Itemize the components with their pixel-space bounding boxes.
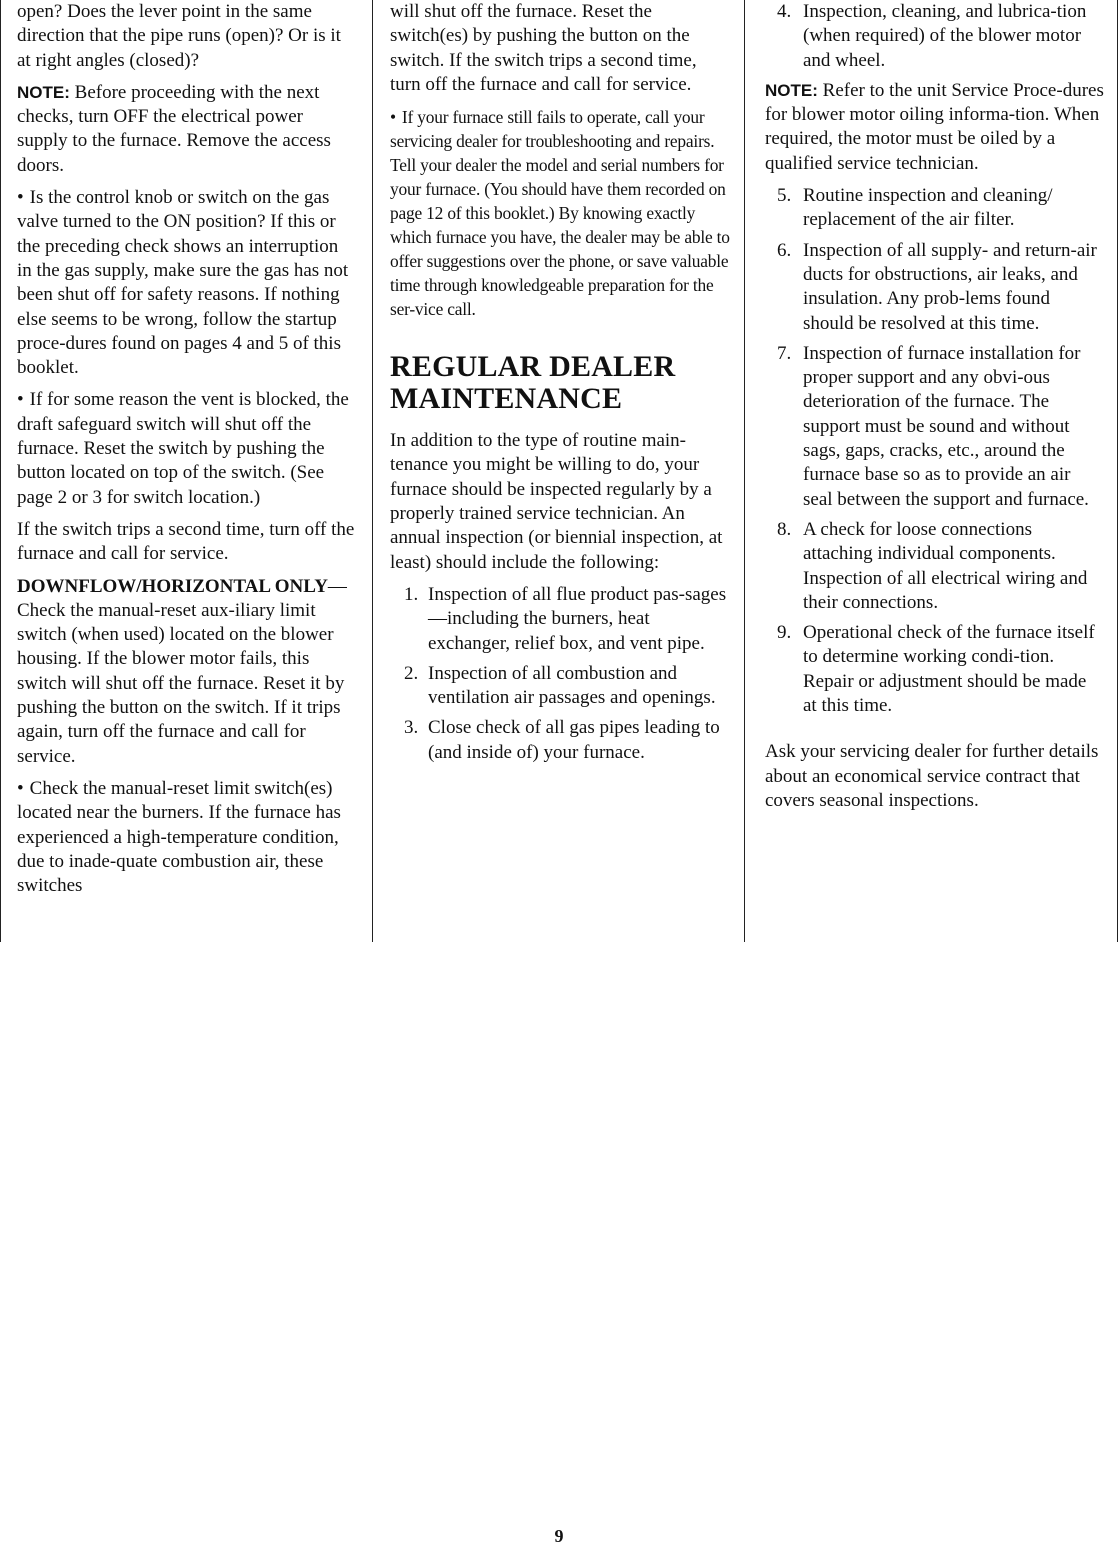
note-label: NOTE: (17, 82, 70, 102)
note-text: Refer to the unit Service Proce-dures for blower motor oiling informa-tion. When required, the motor must be oiled by a qualified service technician. (765, 79, 1104, 174)
bullet-text: Is the control knob or switch on the gas valve turned to the ON position? If this or the preceding check shows an interruption in the gas supply, make sure the gas has not been shut off for safety reasons. If nothing else seems to be wrong, follow the startup proce-dures found on pages 4 and 5 of this booklet. (17, 187, 349, 379)
bullet-limit-switch (17, 777, 356, 898)
paragraph-closing: Ask your servicing dealer for further details about an economical service contract that covers seasonal inspections. (765, 741, 1099, 811)
bullet-vent-blocked (17, 388, 356, 509)
bullet-icon: • (17, 187, 24, 209)
list-item-text: Inspection, cleaning, and lubrica-tion (when required) of the blower motor and wheel. (803, 1, 1087, 71)
list-item-number: 5. (777, 185, 792, 207)
list-item-text: Inspection of all supply- and return-air ducts for obstructions, air leaks, and insulation. Any prob-lems found should be resolved at this time. (803, 239, 1097, 334)
list-item-text: Operational check of the furnace itself to determine working condi-tion. Repair or adjustment should be made at this time. (803, 622, 1095, 717)
list-item-number: 1. (404, 583, 419, 605)
downflow-label: DOWNFLOW/HORIZONTAL ONLY (17, 575, 328, 597)
inspection-list (390, 583, 730, 765)
list-item-number: 8. (777, 518, 792, 540)
paragraph-maintenance-intro: In addition to the type of routine main-tenance you might be willing to do, your furnace should be inspected regularly by a properly trained service technician. An annual inspection (or biennial inspection, at least) should include the following: (390, 430, 723, 573)
inspection-list-continued (765, 184, 1104, 718)
paragraph-switch-trips: If the switch trips a second time, turn off the furnace and call for service. (17, 518, 355, 565)
list-item-number: 7. (777, 342, 792, 364)
note-label: NOTE: (765, 80, 818, 100)
list-item (765, 518, 1104, 615)
bullet-text: If for some reason the vent is blocked, the draft safeguard switch will shut off the furnace. Reset the switch by pushing the button located on top of the switch. (See page 2 or 3 for switch location.) (17, 389, 349, 508)
bullet-call-dealer (390, 105, 730, 321)
list-item-number: 2. (404, 662, 419, 684)
list-item-text: Inspection of all combustion and ventilation air passages and openings. (428, 662, 716, 709)
list-item (765, 0, 1104, 73)
section-heading: REGULAR DEALER MAINTENANCE (390, 350, 676, 416)
column-right (745, 0, 1118, 942)
list-item (390, 716, 730, 765)
bullet-text: Check the manual-reset limit switch(es) located near the burners. If the furnace has experienced a high-temperature condition, due to inade-quate combustion air, these switches (17, 777, 341, 897)
bullet-icon: • (17, 777, 24, 799)
list-item-text: Inspection of furnace installation for proper support and any obvi-ous deterioration of the furnace. The support must be sound and without sags, gaps, cracks, etc., around the furnace base so as to provide an air seal between the support and furnace. (803, 342, 1089, 510)
list-item (390, 583, 730, 656)
note-blower-oiling (765, 79, 1104, 176)
list-item (765, 184, 1104, 233)
list-item-text: Close check of all gas pipes leading to (and inside of) your furnace. (428, 717, 720, 763)
downflow-text: —Check the manual-reset aux-iliary limit switch (when used) located on the blower housing. If the blower motor fails, this switch will shut off the furnace. Reset it by pushing the button on the switch. If it trips again, turn off the furnace and call for service. (17, 575, 347, 767)
list-item-number: 6. (777, 239, 792, 261)
list-item (765, 239, 1104, 336)
list-item-text: A check for loose connections attaching individual components. Inspection of all electrical wiring and their connections. (803, 518, 1088, 613)
list-item-number: 4. (777, 1, 792, 22)
bullet-gas-valve (17, 186, 356, 380)
bullet-icon: • (17, 389, 24, 411)
bullet-icon: • (390, 107, 396, 128)
column-left (0, 0, 373, 942)
bullet-text: If your furnace still fails to operate, call your servicing dealer for troubleshooting and repairs. Tell your dealer the model and serial numbers for your furnace. (You should have them recorded on page 12 of this booklet.) By knowing exactly which furnace you have, the dealer may be able to offer suggestions over the phone, or save valuable time through knowledgeable preparation for the ser-vice call. (390, 107, 730, 320)
page-number: 9 (554, 1526, 564, 1546)
note-text: Before proceeding with the next checks, turn OFF the electrical power supply to the furnace. Remove the access doors. (17, 81, 331, 176)
list-item-number: 9. (777, 622, 792, 644)
list-item-text: Inspection of all flue product pas-sages—including the burners, heat exchanger, relief box, and vent pipe. (428, 583, 727, 654)
list-item (765, 621, 1104, 718)
note-power-off (17, 81, 356, 178)
paragraph-reset-switch: will shut off the furnace. Reset the switch(es) by pushing the button on the switch. If the switch trips a second time, turn off the furnace and call for service. (390, 1, 697, 95)
list-item-text: Routine inspection and cleaning/ replacement of the air filter. (803, 185, 1053, 231)
paragraph-downflow-horizontal (17, 575, 356, 769)
column-middle (373, 0, 745, 942)
paragraph-lever-check: open? Does the lever point in the same direction that the pipe runs (open)? Or is it at right angles (closed)? (17, 1, 341, 71)
list-item (765, 342, 1104, 512)
list-item-number: 3. (404, 717, 419, 739)
inspection-list-continued (765, 0, 1104, 73)
list-item (390, 662, 730, 711)
